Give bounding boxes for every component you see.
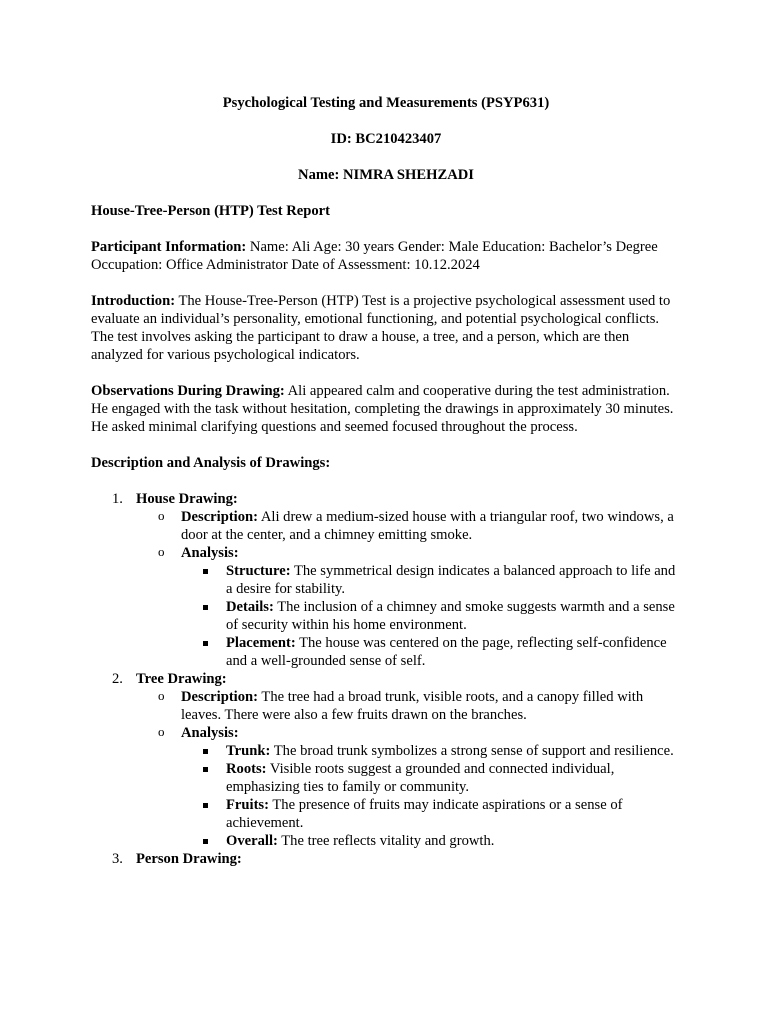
square-bullet-icon: [203, 767, 208, 772]
point-text: The house was centered on the page, reflecting self-confidence and a well-grounded sense of self.: [226, 635, 667, 669]
square-bullet-icon: [203, 803, 208, 808]
introduction-paragraph: [91, 292, 681, 364]
point-text: The inclusion of a chimney and smoke suggests warmth and a sense of security within his home environment.: [226, 599, 675, 633]
point-text: The tree reflects vitality and growth.: [277, 833, 495, 849]
analysis-item: [136, 724, 681, 850]
list-number: 3.: [112, 851, 123, 867]
drawing-item-house: [91, 490, 681, 670]
drawing-title: Tree Drawing:: [136, 671, 227, 687]
drawing-item-tree: [91, 670, 681, 850]
point-text: The broad trunk symbolizes a strong sense of support and resilience.: [270, 743, 674, 759]
description-text: The tree had a broad trunk, visible roots, and a canopy filled with leaves. There were also a few fruits drawn on the branches.: [181, 689, 644, 723]
drawing-details: [136, 688, 681, 850]
circle-bullet-icon: o: [158, 508, 165, 523]
point-label: Details:: [226, 599, 274, 615]
description-text: Ali drew a medium-sized house with a triangular roof, two windows, a door at the center, and a chimney emitting smoke.: [181, 509, 674, 543]
observations-text: Ali appeared calm and cooperative during the test administration. He engaged with the task without hesitation, completing the drawings in approximately 30 minutes. He asked minimal clarifying questions and seemed focused throughout the process.: [91, 383, 674, 435]
square-bullet-icon: [203, 605, 208, 610]
analysis-item: [136, 544, 681, 670]
course-title: Psychological Testing and Measurements (PSYP631): [222, 95, 550, 111]
observations-paragraph: [91, 382, 681, 436]
square-bullet-icon: [203, 641, 208, 646]
analysis-point: [181, 742, 681, 760]
drawing-title: Person Drawing:: [136, 851, 242, 867]
analysis-point: [181, 832, 681, 850]
introduction-text: The House-Tree-Person (HTP) Test is a projective psychological assessment used to evaluate an individual’s personality, emotional functioning, and potential psychological conflicts. The test involves asking the participant to draw a house, a tree, and a person, which are then analyzed for various psychological indicators.: [91, 293, 671, 363]
point-label: Placement:: [226, 635, 296, 651]
analysis-points: [181, 742, 681, 850]
point-label: Roots:: [226, 761, 267, 777]
analysis-point: [181, 562, 681, 598]
point-text: The presence of fruits may indicate aspirations or a sense of achievement.: [226, 797, 623, 831]
point-label: Fruits:: [226, 797, 269, 813]
analysis-heading: Description and Analysis of Drawings:: [91, 455, 331, 471]
circle-bullet-icon: o: [158, 688, 165, 703]
participant-text: Name: Ali Age: 30 years Gender: Male Education: Bachelor’s Degree Occupation: Office Administrator Date of Assessment: 10.12.2024: [91, 239, 658, 273]
point-text: Visible roots suggest a grounded and connected individual, emphasizing ties to family or community.: [226, 761, 615, 795]
square-bullet-icon: [203, 839, 208, 844]
observations-label: Observations During Drawing:: [91, 383, 285, 399]
participant-label: Participant Information:: [91, 239, 247, 255]
square-bullet-icon: [203, 749, 208, 754]
description-item: [136, 688, 681, 724]
student-name: Name: NIMRA SHEHZADI: [298, 167, 474, 183]
point-text: The symmetrical design indicates a balanced approach to life and a desire for stability.: [226, 563, 676, 597]
participant-information: [91, 238, 681, 274]
analysis-points: [181, 562, 681, 670]
description-label: Description:: [181, 509, 259, 525]
point-label: Trunk:: [226, 743, 271, 759]
drawings-list: [91, 490, 681, 868]
student-id: ID: BC210423407: [330, 131, 442, 147]
report-title: House-Tree-Person (HTP) Test Report: [91, 203, 330, 219]
list-number: 1.: [112, 491, 123, 507]
point-label: Structure:: [226, 563, 291, 579]
list-number: 2.: [112, 671, 123, 687]
analysis-label: Analysis:: [181, 545, 239, 561]
analysis-point: [181, 760, 681, 796]
square-bullet-icon: [203, 569, 208, 574]
circle-bullet-icon: o: [158, 544, 165, 559]
drawing-title: House Drawing:: [136, 491, 238, 507]
analysis-point: [181, 598, 681, 634]
analysis-point: [181, 634, 681, 670]
description-item: [136, 508, 681, 544]
analysis-label: Analysis:: [181, 725, 239, 741]
drawing-item-person: [91, 850, 681, 868]
circle-bullet-icon: o: [158, 724, 165, 739]
point-label: Overall:: [226, 833, 278, 849]
document-page: [91, 94, 681, 868]
analysis-point: [181, 796, 681, 832]
introduction-label: Introduction:: [91, 293, 176, 309]
drawing-details: [136, 508, 681, 670]
description-label: Description:: [181, 689, 259, 705]
